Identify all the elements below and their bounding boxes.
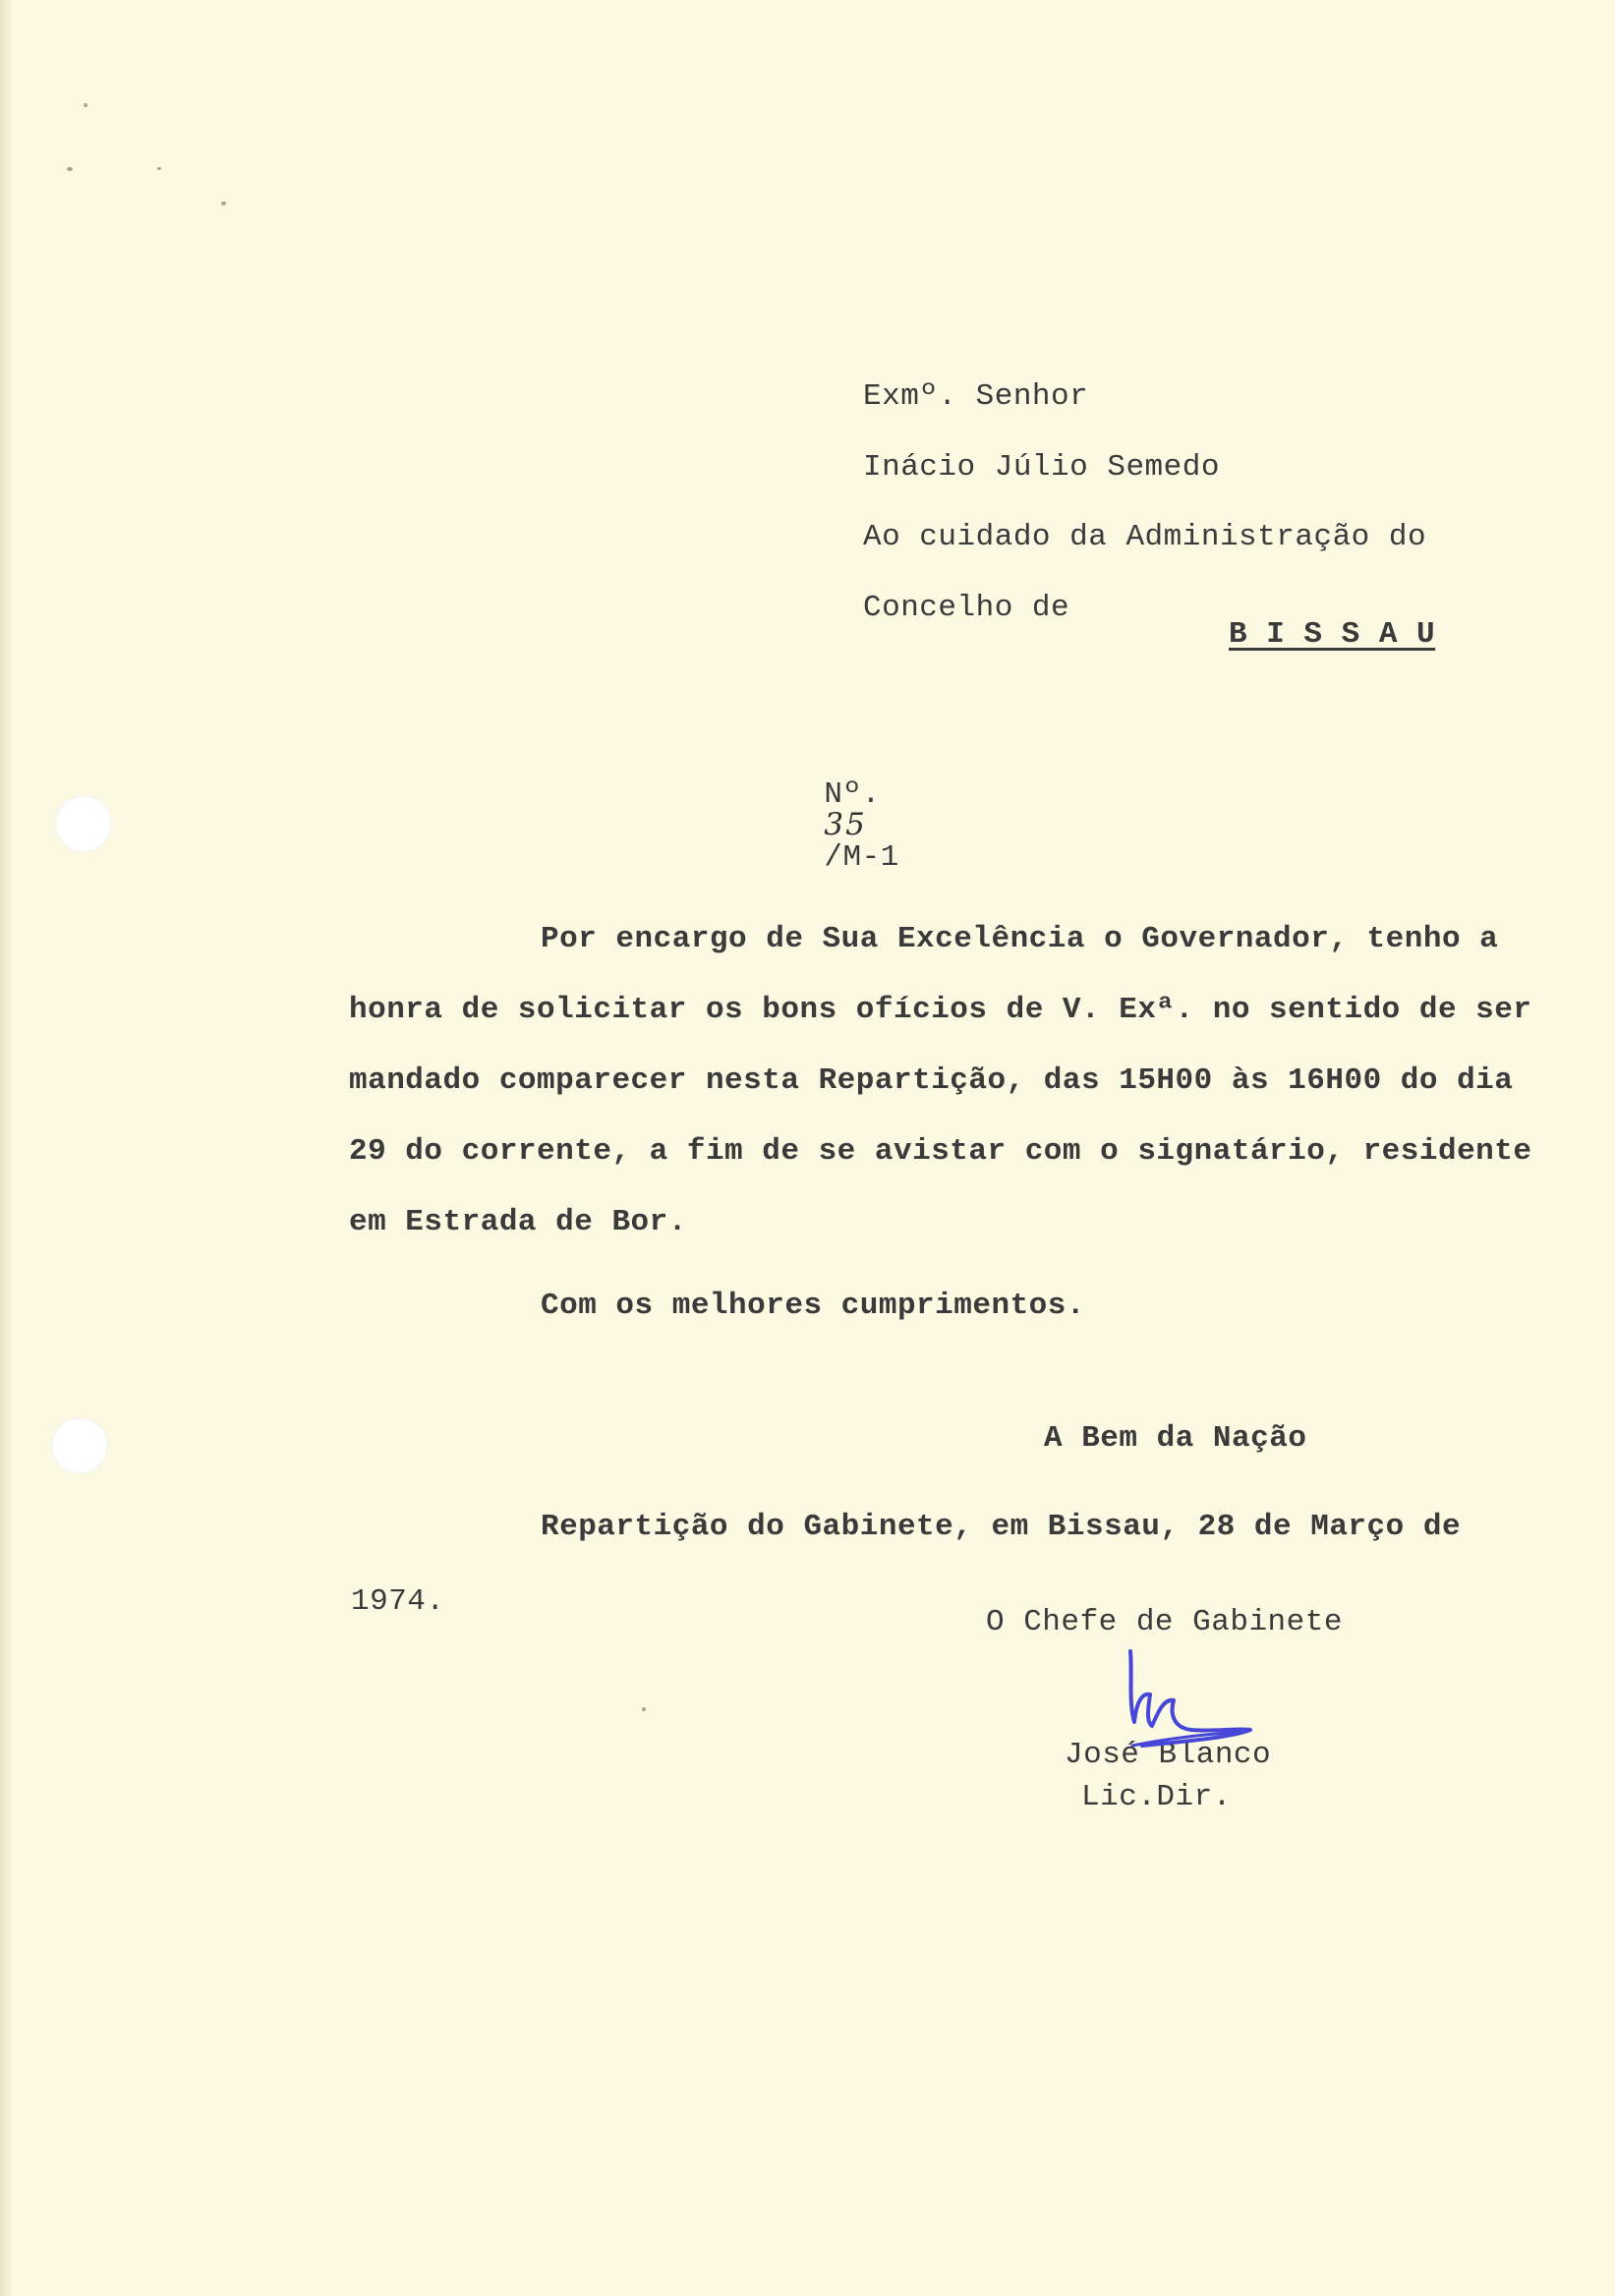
paper-speck [84, 103, 87, 107]
body-line-3: mandado comparecer nesta Repartição, das 15H00 às 16H00 do dia [349, 1063, 1514, 1098]
signatory-credentials: Lic.Dir. [1081, 1780, 1232, 1814]
recipient-name: Inácio Júlio Semedo [863, 450, 1220, 485]
body-line-1: Por encargo de Sua Excelência o Governador, tenho a [541, 922, 1499, 956]
motto: A Bem da Nação [1044, 1421, 1307, 1456]
paper-speck [157, 167, 161, 170]
reference-line [749, 749, 899, 903]
paper-speck [642, 1707, 646, 1711]
scan-edge-shadow [0, 0, 14, 2296]
punch-hole-top [55, 795, 112, 852]
punch-hole-bottom [51, 1417, 108, 1474]
paper-speck [67, 167, 73, 171]
recipient-council: Concelho de [863, 591, 1070, 625]
recipient-city: B I S S A U [1229, 617, 1436, 652]
place-date-year: 1974. [351, 1584, 445, 1619]
body-line-2: honra de solicitar os bons ofícios de V. Exª. no sentido de ser [349, 993, 1532, 1027]
reference-suffix: /M-1 [824, 840, 899, 875]
body-line-4: 29 do corrente, a fim de se avistar com o signatário, residente [349, 1134, 1532, 1169]
reference-number: 35 [824, 807, 867, 842]
reference-prefix: Nº. [824, 777, 881, 812]
closing-line: Com os melhores cumprimentos. [541, 1289, 1085, 1323]
body-line-5: em Estrada de Bor. [349, 1205, 687, 1239]
signatory-title: O Chefe de Gabinete [986, 1605, 1343, 1639]
recipient-salutation: Exmº. Senhor [863, 379, 1089, 414]
handwritten-signature [1103, 1643, 1270, 1759]
recipient-care-of: Ao cuidado da Administração do [863, 520, 1427, 554]
place-date-line: Repartição do Gabinete, em Bissau, 28 de Março de [541, 1510, 1462, 1544]
signatory-name: José Blanco [1065, 1738, 1272, 1772]
paper-speck [221, 201, 226, 205]
